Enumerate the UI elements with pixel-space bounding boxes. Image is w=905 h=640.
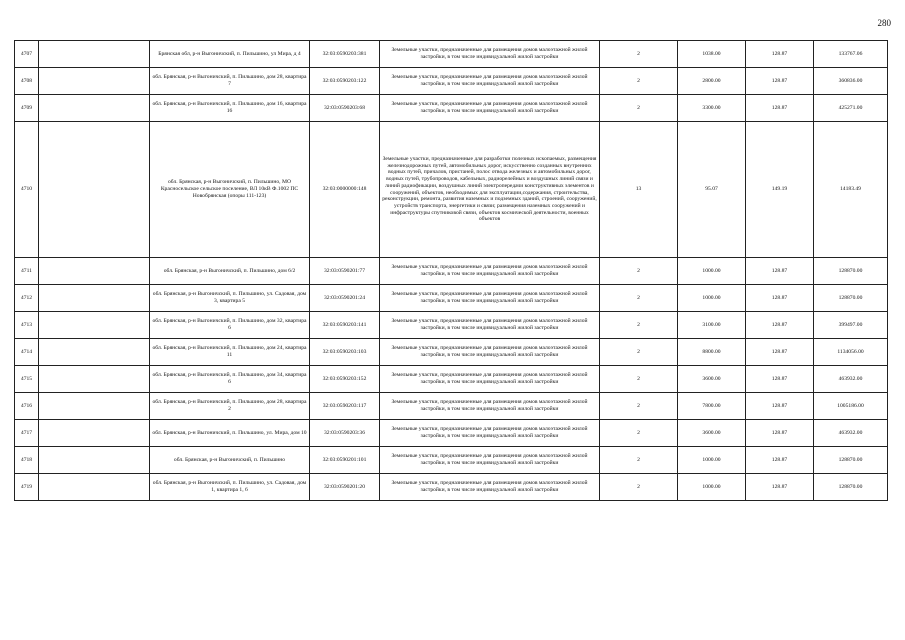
cadastral-number-cell: 32:03:0590203:103 — [310, 339, 380, 366]
area-cell: 8800.00 — [678, 339, 746, 366]
rate-cell: 128.87 — [746, 474, 814, 501]
table-row — [15, 122, 888, 258]
table-row — [15, 420, 888, 447]
page-number: 280 — [877, 18, 891, 28]
rate-cell: 128.87 — [746, 420, 814, 447]
land-purpose-cell: Земельные участки, предназначенные для размещения домов малоэтажной жилой застройки, в том числе индивидуальной жилой застройки — [380, 447, 600, 474]
rate-cell: 128.87 — [746, 68, 814, 95]
row-number: 4717 — [15, 420, 39, 447]
land-purpose-cell: Земельные участки, предназначенные для размещения домов малоэтажной жилой застройки, в том числе индивидуальной жилой застройки — [380, 95, 600, 122]
rate-cell: 128.87 — [746, 393, 814, 420]
row-number: 4719 — [15, 474, 39, 501]
cadastral-number-cell: 32:03:0590203:152 — [310, 366, 380, 393]
group-cell: 2 — [600, 68, 678, 95]
group-cell: 13 — [600, 122, 678, 258]
table-row — [15, 41, 888, 68]
table-row — [15, 366, 888, 393]
address-cell: Брянская обл, р-н Выгоничский, п. Пильшино, ул Мира, д 4 — [150, 41, 310, 68]
group-cell: 2 — [600, 474, 678, 501]
spacer-cell — [39, 339, 150, 366]
table-row — [15, 95, 888, 122]
address-cell: обл. Брянская, р-н Выгоничский, п. Пильшино, дом 28, квартира 2 — [150, 393, 310, 420]
address-cell: обл. Брянская, р-н Выгоничский, п. Пильшино, ул. Мира, дом 10 — [150, 420, 310, 447]
table-row — [15, 258, 888, 285]
land-purpose-cell: Земельные участки, предназначенные для разработки полезных ископаемых, размещения железнодорожных путей, автомобильных дорог, искусственно созданных внутренних водных путей, причалов, пристаней, полос отвода железных и автомобильных дорог, водных путей, трубопроводов, кабельных, радиорелейных и воздушных линий связи и линий радиофикации, воздушных линий электропередачи конструктивных элементов и сооружений, объектов, необходимых для эксплуатации,содержания, строительства, реконструкции, ремонта, развития наземных и подземных зданий, строений, сооружений, устройств транспорта, энергетики и связи; размещения наземных сооружений и инфраструктуры спутниковой связи, объектов космической деятельности, военных объектов — [380, 122, 600, 258]
rate-cell: 128.87 — [746, 95, 814, 122]
row-number: 4715 — [15, 366, 39, 393]
spacer-cell — [39, 258, 150, 285]
table-row — [15, 285, 888, 312]
group-cell: 2 — [600, 95, 678, 122]
area-cell: 3600.00 — [678, 366, 746, 393]
table-row — [15, 312, 888, 339]
cadastral-value-cell: 1005186.00 — [814, 393, 888, 420]
land-purpose-cell: Земельные участки, предназначенные для размещения домов малоэтажной жилой застройки, в том числе индивидуальной жилой застройки — [380, 258, 600, 285]
group-cell: 2 — [600, 285, 678, 312]
cadastral-value-cell: 399497.00 — [814, 312, 888, 339]
cadastral-number-cell: 32:03:0590201:77 — [310, 258, 380, 285]
table-row — [15, 339, 888, 366]
table-row — [15, 68, 888, 95]
address-cell: обл. Брянская, р-н Выгоничский, п. Пильшино, дом 32, квартира 6 — [150, 312, 310, 339]
address-cell: обл. Брянская, р-н Выгоничский, п. Пильшино, МО Красносельское сельское поселение, ВЛ 10кВ Ф.1002 ПС Новобрянская (опоры 111-123) — [150, 122, 310, 258]
cadastral-value-cell: 463932.00 — [814, 420, 888, 447]
land-purpose-cell: Земельные участки, предназначенные для размещения домов малоэтажной жилой застройки, в том числе индивидуальной жилой застройки — [380, 366, 600, 393]
cadastral-value-cell: 1134056.00 — [814, 339, 888, 366]
table-row — [15, 447, 888, 474]
group-cell: 2 — [600, 420, 678, 447]
spacer-cell — [39, 312, 150, 339]
spacer-cell — [39, 447, 150, 474]
rate-cell: 128.87 — [746, 41, 814, 68]
cadastral-number-cell: 32:03:0590201:20 — [310, 474, 380, 501]
land-purpose-cell: Земельные участки, предназначенные для размещения домов малоэтажной жилой застройки, в том числе индивидуальной жилой застройки — [380, 474, 600, 501]
rate-cell: 128.87 — [746, 258, 814, 285]
cadastral-value-cell: 463932.00 — [814, 366, 888, 393]
area-cell: 3600.00 — [678, 420, 746, 447]
spacer-cell — [39, 41, 150, 68]
area-cell: 95.07 — [678, 122, 746, 258]
address-cell: обл. Брянская, р-н Выгоничский, п. Пильшино, ул. Садовая, дом 1, квартира 1, 6 — [150, 474, 310, 501]
row-number: 4713 — [15, 312, 39, 339]
land-purpose-cell: Земельные участки, предназначенные для размещения домов малоэтажной жилой застройки, в том числе индивидуальной жилой застройки — [380, 41, 600, 68]
cadastral-number-cell: 32:03:0590203:68 — [310, 95, 380, 122]
land-purpose-cell: Земельные участки, предназначенные для размещения домов малоэтажной жилой застройки, в том числе индивидуальной жилой застройки — [380, 68, 600, 95]
address-cell: обл. Брянская, р-н Выгоничский, п. Пильшино, дом 28, квартира 7 — [150, 68, 310, 95]
group-cell: 2 — [600, 312, 678, 339]
table-row — [15, 393, 888, 420]
land-purpose-cell: Земельные участки, предназначенные для размещения домов малоэтажной жилой застройки, в том числе индивидуальной жилой застройки — [380, 393, 600, 420]
area-cell: 7800.00 — [678, 393, 746, 420]
cadastral-value-cell: 14183.49 — [814, 122, 888, 258]
area-cell: 1038.00 — [678, 41, 746, 68]
cadastral-value-cell: 128870.00 — [814, 447, 888, 474]
spacer-cell — [39, 366, 150, 393]
cadastral-number-cell: 32:03:0590203:36 — [310, 420, 380, 447]
cadastral-value-cell: 360836.00 — [814, 68, 888, 95]
rate-cell: 128.87 — [746, 339, 814, 366]
cadastral-number-cell: 32:03:0590203:381 — [310, 41, 380, 68]
cadastral-value-cell: 133767.06 — [814, 41, 888, 68]
group-cell: 2 — [600, 366, 678, 393]
row-number: 4710 — [15, 122, 39, 258]
area-cell: 1000.00 — [678, 447, 746, 474]
row-number: 4709 — [15, 95, 39, 122]
group-cell: 2 — [600, 41, 678, 68]
cadastral-number-cell: 32:03:0590201:24 — [310, 285, 380, 312]
group-cell: 2 — [600, 447, 678, 474]
rate-cell: 149.19 — [746, 122, 814, 258]
area-cell: 3300.00 — [678, 95, 746, 122]
address-cell: обл. Брянская, р-н Выгоничский, п. Пильшино, дом 16, квартира 16 — [150, 95, 310, 122]
land-purpose-cell: Земельные участки, предназначенные для размещения домов малоэтажной жилой застройки, в том числе индивидуальной жилой застройки — [380, 285, 600, 312]
land-purpose-cell: Земельные участки, предназначенные для размещения домов малоэтажной жилой застройки, в том числе индивидуальной жилой застройки — [380, 312, 600, 339]
spacer-cell — [39, 285, 150, 312]
cadastral-number-cell: 32:03:0590203:117 — [310, 393, 380, 420]
rate-cell: 128.87 — [746, 447, 814, 474]
spacer-cell — [39, 68, 150, 95]
cadastral-value-cell: 128870.00 — [814, 474, 888, 501]
group-cell: 2 — [600, 393, 678, 420]
cadastral-number-cell: 32:03:0590201:101 — [310, 447, 380, 474]
spacer-cell — [39, 393, 150, 420]
spacer-cell — [39, 420, 150, 447]
group-cell: 2 — [600, 258, 678, 285]
cadastral-value-cell: 128870.00 — [814, 258, 888, 285]
spacer-cell — [39, 95, 150, 122]
row-number: 4708 — [15, 68, 39, 95]
address-cell: обл. Брянская, р-н Выгоничский, п. Пильшино, дом 6/2 — [150, 258, 310, 285]
area-cell: 1000.00 — [678, 285, 746, 312]
address-cell: обл. Брянская, р-н Выгоничский, п. Пильшино, ул. Садовая, дом 3, квартира 5 — [150, 285, 310, 312]
cadastral-number-cell: 32:03:0590203:141 — [310, 312, 380, 339]
group-cell: 2 — [600, 339, 678, 366]
land-purpose-cell: Земельные участки, предназначенные для размещения домов малоэтажной жилой застройки, в том числе индивидуальной жилой застройки — [380, 420, 600, 447]
row-number: 4714 — [15, 339, 39, 366]
area-cell: 2800.00 — [678, 68, 746, 95]
spacer-cell — [39, 474, 150, 501]
row-number: 4711 — [15, 258, 39, 285]
area-cell: 1000.00 — [678, 474, 746, 501]
land-valuation-table — [14, 40, 888, 501]
rate-cell: 128.87 — [746, 285, 814, 312]
address-cell: обл. Брянская, р-н Выгоничский, п. Пильшино, дом 34, квартира 6 — [150, 366, 310, 393]
cadastral-number-cell: 32:03:0590203:122 — [310, 68, 380, 95]
cadastral-number-cell: 32:03:0000000:148 — [310, 122, 380, 258]
address-cell: обл. Брянская, р-н Выгоничский, п. Пильшино, дом 24, квартира 11 — [150, 339, 310, 366]
row-number: 4718 — [15, 447, 39, 474]
cadastral-value-cell: 128870.00 — [814, 285, 888, 312]
land-purpose-cell: Земельные участки, предназначенные для размещения домов малоэтажной жилой застройки, в том числе индивидуальной жилой застройки — [380, 339, 600, 366]
table-row — [15, 474, 888, 501]
cadastral-value-cell: 425271.00 — [814, 95, 888, 122]
area-cell: 3100.00 — [678, 312, 746, 339]
rate-cell: 128.87 — [746, 366, 814, 393]
area-cell: 1000.00 — [678, 258, 746, 285]
rate-cell: 128.87 — [746, 312, 814, 339]
row-number: 4712 — [15, 285, 39, 312]
row-number: 4707 — [15, 41, 39, 68]
spacer-cell — [39, 122, 150, 258]
address-cell: обл. Брянская, р-н Выгоничский, п. Пильшино — [150, 447, 310, 474]
row-number: 4716 — [15, 393, 39, 420]
